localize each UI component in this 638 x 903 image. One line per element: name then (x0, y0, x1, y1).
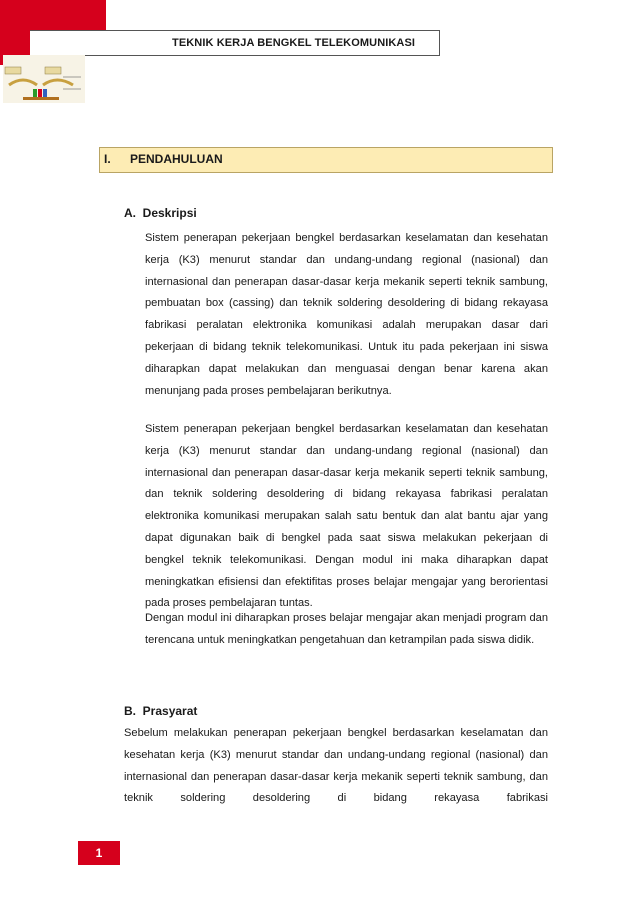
running-header: TEKNIK KERJA BENGKEL TELEKOMUNIKASI (172, 37, 416, 49)
solder-joint-diagram-icon (3, 55, 85, 103)
paragraph: Sebelum melakukan penerapan pekerjaan bengkel berdasarkan keselamatan dan kesehatan kerja (K3) menurut standar dan undang-undang regional (nasional) dan internasional dan penerapan dasar-dasar kerja mekanik seperti teknik sambung, dan teknik soldering desoldering di bidang rekayasa fabrikasi (124, 727, 548, 805)
corner-decoration (30, 0, 68, 30)
page-number: 1 (95, 846, 103, 860)
subsection-heading-prasyarat: B. Prasyarat (124, 704, 198, 718)
corner-decoration (68, 0, 106, 33)
section-number: I. (104, 152, 111, 166)
paragraph: Sistem penerapan pekerjaan bengkel berdasarkan keselamatan dan kesehatan kerja (K3) menurut standar dan undang-undang regional (nasional) dan internasional dan penerapan dasar-dasar kerja mekanik seperti teknik sambung, dan teknik soldering desoldering di bidang rekayasa fabrikasi peralatan elektronika komunikasi merupakan salah satu bentuk dan alat bantu ajar yang dapat digunakan baik di bengkel pada saat siswa melakukan pekerjaan di bengkel teknik telekomunikasi. Dengan modul ini maka diharapkan dapat meningkatkan efisiensi dan efektifitas proses belajar mengajar yang berorientasi pada proses pembelajaran tuntas. (145, 423, 548, 610)
paragraph: Dengan modul ini diharapkan proses belajar mengajar akan menjadi program dan terencana untuk meningkatkan pengetahuan dan ketrampilan pada siswa didik. (145, 612, 548, 646)
subsection-heading-deskripsi: A. Deskripsi (124, 206, 197, 220)
section-title: PENDAHULUAN (130, 152, 223, 166)
paragraph: Sistem penerapan pekerjaan bengkel berdasarkan keselamatan dan kesehatan kerja (K3) menurut standar dan undang-undang regional (nasional) dan internasional dan penerapan dasar-dasar kerja mekanik seperti teknik sambung, pembuatan box (cassing) dan teknik soldering desoldering di bidang rekayasa fabrikasi peralatan elektronika komunikasi adalah merupakan dasar dari pekerjaan di bidang teknik telekomunikasi. Untuk itu pada pekerjaan ini siswa diharapkan dapat melakukan dan menguasai dengan benar karena akan menunjang pada proses pembelajaran berikutnya. (145, 232, 548, 397)
